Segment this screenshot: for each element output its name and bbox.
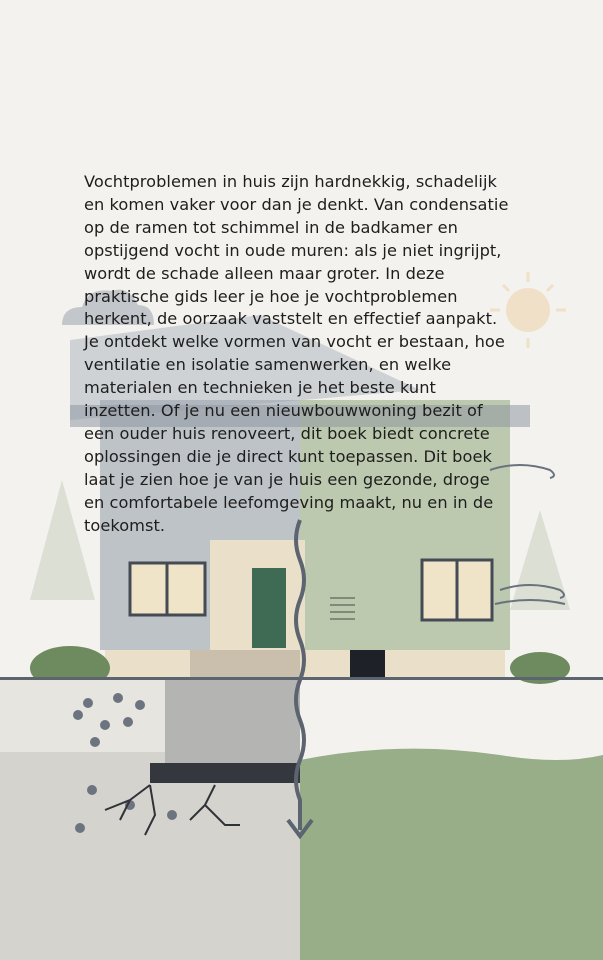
- blurb-line: wordt de schade alleen maar groter. In deze: [84, 263, 445, 283]
- blurb-line: laat je zien hoe je van je huis een gezonde, droge: [84, 469, 490, 489]
- door: [252, 568, 286, 648]
- blurb-line: en komen vaker voor dan je denkt. Van condensatie: [84, 194, 509, 214]
- blurb-line: en comfortabele leefomgeving maakt, nu en in de: [84, 492, 494, 512]
- blurb-line: inzetten. Of je nu een nieuwbouwwoning bezit of: [84, 401, 483, 421]
- blurb-line: Je ontdekt welke vormen van vocht er bestaan, hoe: [84, 332, 505, 352]
- blurb-line: opstijgend vocht in oude muren: als je niet ingrijpt,: [84, 240, 502, 260]
- dry-ground: [300, 749, 603, 960]
- blurb-line: toekomst.: [84, 515, 166, 535]
- foundation: [165, 680, 300, 765]
- blurb-line: oplossingen die je direct kunt toepassen. Dit boek: [84, 446, 492, 466]
- wet-soil: [0, 752, 300, 960]
- blurb-line: op de ramen tot schimmel in de badkamer en: [84, 217, 458, 237]
- back-cover-blurb: [84, 171, 584, 538]
- blurb-line: ventilatie en isolatie samenwerken, en welke: [84, 355, 452, 375]
- blurb-line: materialen en technieken je het beste kunt: [84, 378, 436, 398]
- blurb-line: Vochtproblemen in huis zijn hardnekkig, schadelijk: [84, 172, 497, 191]
- blurb-line: herkent, de oorzaak vaststelt en effectief aanpakt.: [84, 309, 498, 329]
- blurb-line: praktische gids leer je hoe je vochtproblemen: [84, 286, 458, 306]
- blurb-line: een ouder huis renoveert, dit boek biedt concrete: [84, 423, 490, 443]
